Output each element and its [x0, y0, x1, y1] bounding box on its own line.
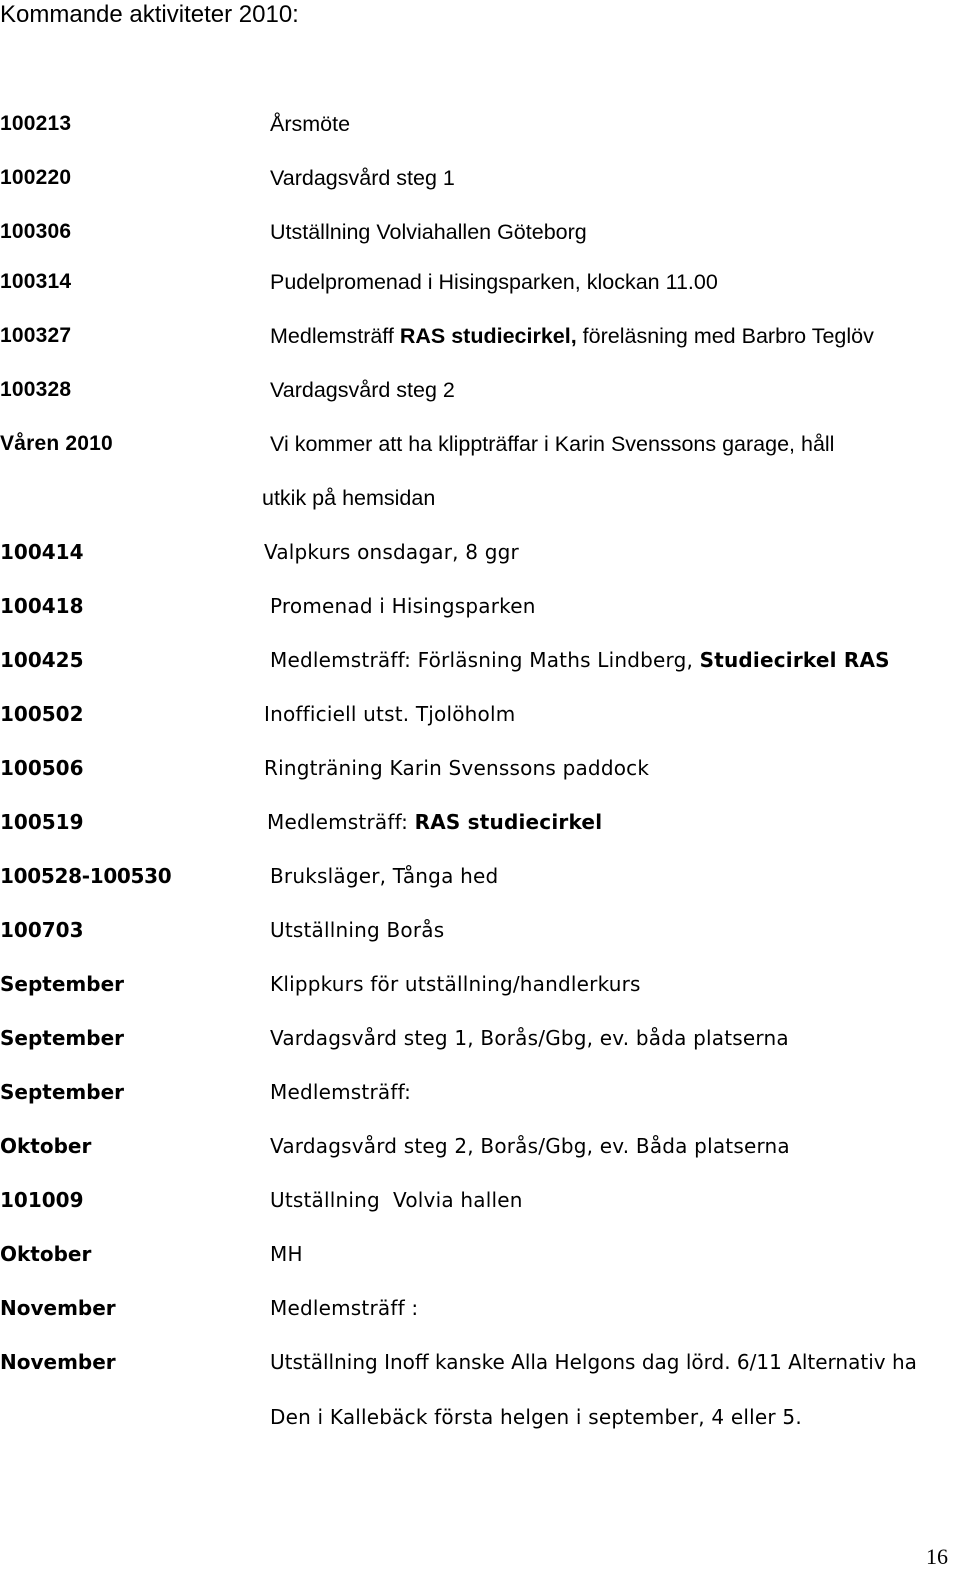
- activity-row: [0, 320, 960, 352]
- activity-date: 100220: [0, 166, 72, 189]
- activity-row: [0, 216, 960, 248]
- activity-text: Ringträning Karin Svenssons paddock: [264, 756, 650, 780]
- activity-row: [0, 590, 960, 622]
- activity-text-bold: RAS studiecirkel,: [399, 324, 577, 348]
- page-number: 16: [926, 1544, 948, 1569]
- activity-text: Vardagsvård steg 1: [270, 166, 455, 190]
- activity-row: [0, 428, 960, 460]
- activity-text: [270, 644, 890, 676]
- activity-date: November: [0, 1350, 116, 1374]
- activity-text: [267, 806, 602, 838]
- activity-row-continuation: [0, 482, 960, 514]
- activity-date: 100506: [0, 756, 84, 780]
- activity-date: Oktober: [0, 1242, 92, 1266]
- activity-text-bold: RAS studiecirkel: [414, 810, 603, 834]
- activity-row: [0, 1346, 960, 1378]
- activity-text: Årsmöte: [270, 112, 351, 136]
- activity-date: 100306: [0, 220, 72, 243]
- activity-row: [0, 914, 960, 946]
- activity-date: 100213: [0, 112, 72, 135]
- activity-row: [0, 162, 960, 194]
- activity-date: 100314: [0, 270, 72, 293]
- activity-text: Pudelpromenad i Hisingsparken, klockan 11.00: [270, 270, 718, 294]
- activity-text: Promenad i Hisingsparken: [270, 594, 536, 618]
- activity-row: [0, 752, 960, 784]
- activity-date: Oktober: [0, 1134, 92, 1158]
- activity-row: [0, 1022, 960, 1054]
- activity-row: [0, 1130, 960, 1162]
- activity-date: 100418: [0, 594, 84, 618]
- activity-row-continuation: [0, 1401, 960, 1433]
- activity-date: September: [0, 1026, 124, 1050]
- activity-text: Den i Kallebäck första helgen i september, 4 eller 5.: [270, 1405, 802, 1429]
- activity-row: [0, 374, 960, 406]
- activity-date: 100528-100530: [0, 864, 172, 888]
- activity-text: Utställning Borås: [270, 918, 445, 942]
- activity-date: September: [0, 972, 124, 996]
- activity-row: [0, 1076, 960, 1108]
- activity-date: 100425: [0, 648, 84, 672]
- activity-text: Vi kommer att ha klippträffar i Karin Svenssons garage, håll: [270, 432, 835, 456]
- activity-row: [0, 1184, 960, 1216]
- activity-text: Utställning Volvia hallen: [270, 1188, 523, 1212]
- activity-text: Inofficiell utst. Tjolöholm: [264, 702, 516, 726]
- activity-row: [0, 806, 960, 838]
- activity-text: Utställning Volviahallen Göteborg: [270, 220, 587, 244]
- activity-text: Valpkurs onsdagar, 8 ggr: [264, 540, 519, 564]
- activity-text-bold: Studiecirkel RAS: [699, 648, 890, 672]
- activity-row: [0, 968, 960, 1000]
- activity-text: [270, 320, 874, 352]
- activity-date: 100703: [0, 918, 84, 942]
- activity-text: Medlemsträff:: [270, 1080, 412, 1104]
- activity-text: MH: [270, 1242, 303, 1266]
- activity-text-part: Medlemsträff:: [267, 810, 415, 834]
- activity-text-part: Medlemsträff: Förläsning Maths Lindberg,: [270, 648, 700, 672]
- activity-date: 100519: [0, 810, 84, 834]
- activity-text-part: Medlemsträff: [270, 324, 400, 348]
- activity-row: [0, 860, 960, 892]
- activity-date: 100328: [0, 378, 72, 401]
- activity-text: Klippkurs för utställning/handlerkurs: [270, 972, 641, 996]
- activity-date: 100327: [0, 324, 72, 347]
- activity-row: [0, 1292, 960, 1324]
- activity-text-part: föreläsning med Barbro Teglöv: [576, 324, 874, 348]
- activity-text: Vardagsvård steg 1, Borås/Gbg, ev. båda platserna: [270, 1026, 789, 1050]
- activity-date: September: [0, 1080, 124, 1104]
- activity-text: Bruksläger, Tånga hed: [270, 864, 499, 888]
- activity-text: Utställning Inoff kanske Alla Helgons dag lörd. 6/11 Alternativ ha: [270, 1350, 917, 1374]
- activity-date: 100502: [0, 702, 84, 726]
- activity-row: [0, 1238, 960, 1270]
- page-title: Kommande aktiviteter 2010:: [0, 1, 299, 28]
- activity-date: November: [0, 1296, 116, 1320]
- activity-text: Medlemsträff :: [270, 1296, 419, 1320]
- activity-text: utkik på hemsidan: [262, 486, 436, 510]
- activity-row: [0, 266, 960, 298]
- activity-date: 101009: [0, 1188, 84, 1212]
- activity-row: [0, 698, 960, 730]
- activity-date: Våren 2010: [0, 432, 113, 455]
- activity-date: 100414: [0, 540, 84, 564]
- activity-text: Vardagsvård steg 2, Borås/Gbg, ev. Båda platserna: [270, 1134, 790, 1158]
- activity-text: Vardagsvård steg 2: [270, 378, 455, 402]
- activity-row: [0, 108, 960, 140]
- activity-row: [0, 644, 960, 676]
- activity-row: [0, 536, 960, 568]
